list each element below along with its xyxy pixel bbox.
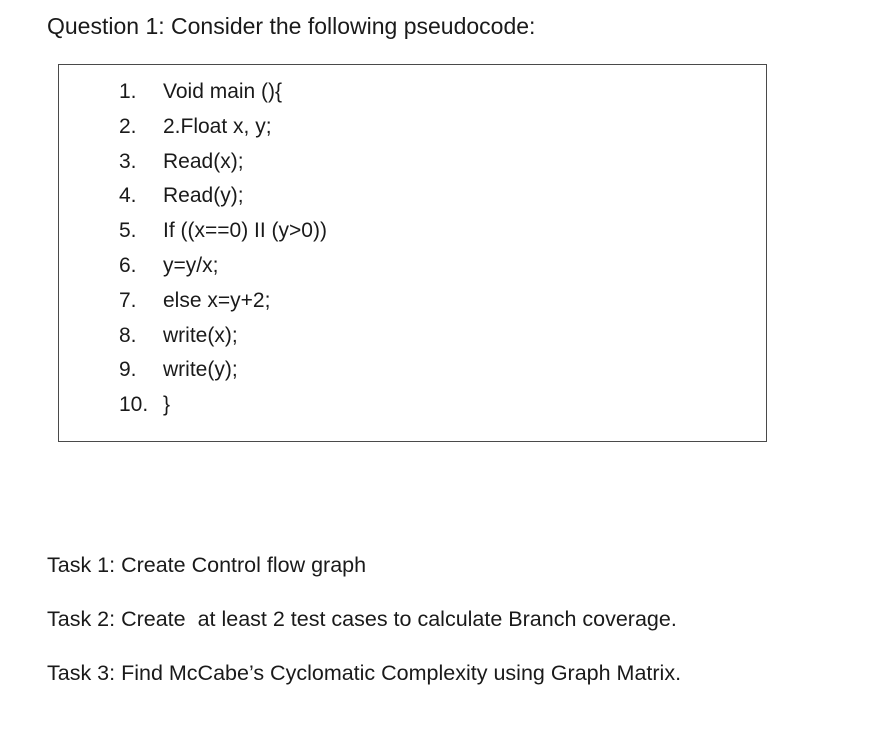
line-number: 4. bbox=[119, 184, 137, 208]
code-line-5 bbox=[119, 214, 327, 249]
code-text: Void main (){ bbox=[163, 80, 283, 103]
code-text: Read(x); bbox=[163, 149, 244, 173]
line-number: 2. bbox=[119, 114, 137, 138]
code-line-9 bbox=[119, 353, 327, 388]
line-number: 9. bbox=[119, 358, 137, 382]
task-2: Task 2: Create at least 2 test cases to calculate Branch coverage. bbox=[47, 607, 677, 631]
code-text: y=y/x; bbox=[163, 253, 219, 277]
code-line-3 bbox=[119, 145, 327, 180]
task-3: Task 3: Find McCabe’s Cyclomatic Complexity using Graph Matrix. bbox=[47, 661, 682, 685]
pseudocode-box bbox=[58, 64, 767, 442]
question-title: Question 1: Consider the following pseudocode: bbox=[47, 13, 536, 39]
code-text: write(y); bbox=[163, 358, 238, 382]
line-number: 7. bbox=[119, 288, 137, 312]
code-line-2 bbox=[119, 110, 327, 145]
line-number: 5. bbox=[119, 219, 137, 243]
task-1: Task 1: Create Control flow graph bbox=[47, 553, 367, 577]
line-number: 10. bbox=[119, 393, 149, 417]
code-text: Read(y); bbox=[163, 184, 244, 208]
code-line-7 bbox=[119, 284, 327, 319]
line-number: 8. bbox=[119, 323, 137, 347]
code-line-6 bbox=[119, 249, 327, 284]
code-text: If ((x==0) II (y>0)) bbox=[163, 219, 327, 243]
code-line-1 bbox=[119, 75, 327, 110]
code-line-8 bbox=[119, 319, 327, 354]
code-text: else x=y+2; bbox=[163, 288, 271, 312]
code-text: } bbox=[163, 393, 171, 417]
line-number: 1. bbox=[119, 80, 137, 103]
line-number: 6. bbox=[119, 253, 137, 277]
code-text: write(x); bbox=[163, 323, 238, 347]
code-line-4 bbox=[119, 179, 327, 214]
line-number: 3. bbox=[119, 149, 137, 173]
code-text: 2.Float x, y; bbox=[163, 114, 272, 138]
pseudocode-list bbox=[119, 75, 327, 423]
code-line-10 bbox=[119, 388, 327, 423]
